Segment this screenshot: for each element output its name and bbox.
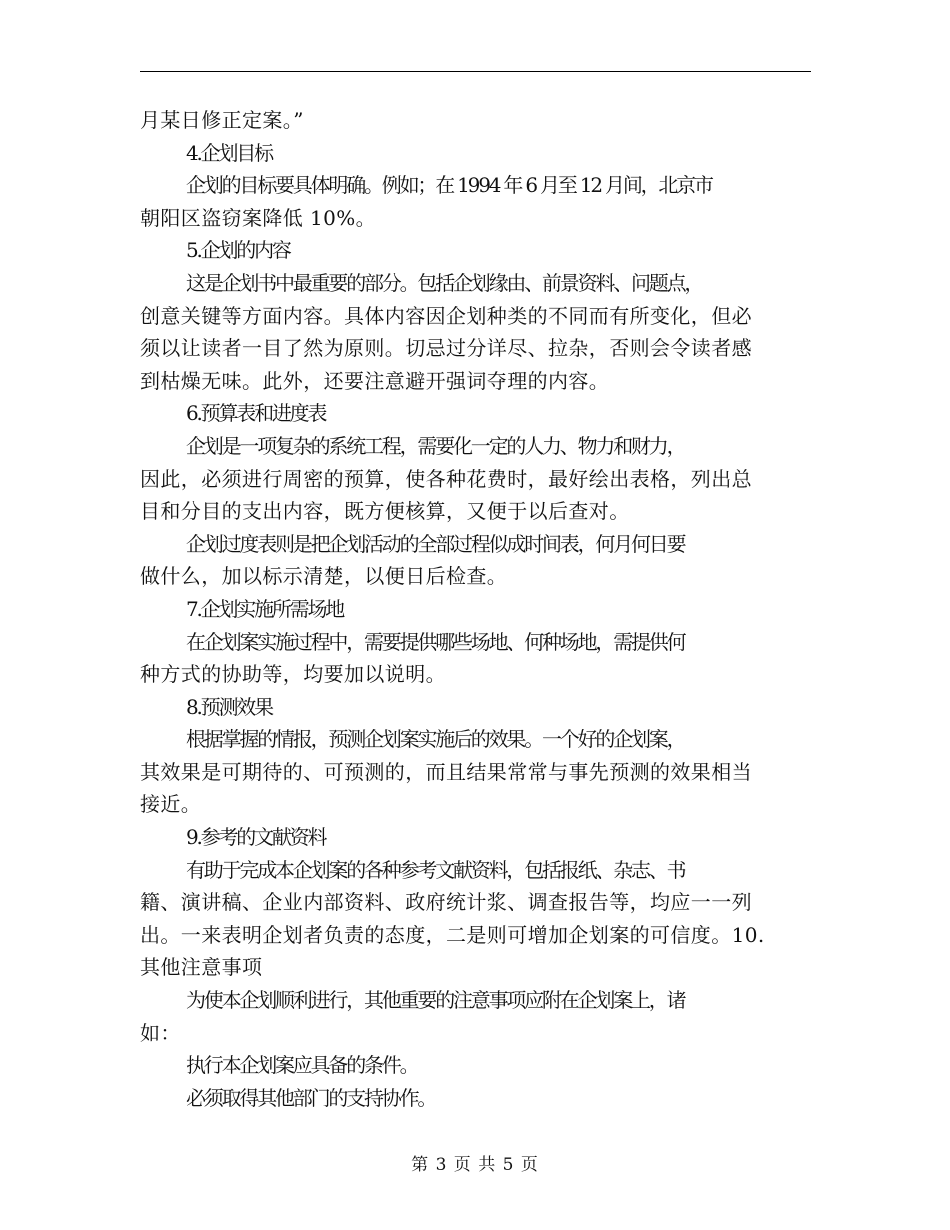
text-line: 这是企划书中最重要的部分。包括企划缘由、前景资料、问题点， bbox=[186, 270, 703, 295]
text-line: 6.预算表和进度表 bbox=[186, 401, 326, 426]
text-line: 须以让读者一目了然为原则。切忌过分详尽、拉杂，否则会令读者感 bbox=[140, 336, 752, 361]
text-line: 8.预测效果 bbox=[186, 694, 272, 719]
text-line: 执行本企划案应具备的条件。 bbox=[186, 1053, 418, 1078]
text-line: 因此，必须进行周密的预算，使各种花费时，最好绘出表格，列出总 bbox=[140, 466, 752, 491]
document-body bbox=[140, 104, 812, 1114]
text-line: 接近。 bbox=[140, 792, 202, 817]
header-rule bbox=[140, 71, 811, 72]
text-line: 有助于完成本企划案的各种参考文献资料，包括报纸、杂志、书 bbox=[186, 857, 685, 882]
text-line: 其他注意事项 bbox=[140, 955, 263, 980]
text-line: 为使本企划顺利进行，其他重要的注意事项应附在企划案上，诸 bbox=[186, 988, 685, 1013]
text-line: 5.企划的内容 bbox=[186, 238, 290, 263]
text-line: 种方式的协助等，均要加以说明。 bbox=[140, 662, 446, 687]
text-line: 企划的目标要具体明确。例如；在 1994 年 6 月至 12 月间，北京市 bbox=[186, 173, 712, 198]
text-line: 籍、演讲稿、企业内部资料、政府统计浆、调查报告等，均应一一列 bbox=[140, 890, 752, 915]
text-line: 朝阳区盗窃案降低 10%。 bbox=[140, 205, 377, 230]
text-line: 根据掌握的情报，预测企划案实施后的效果。一个好的企划案， bbox=[186, 727, 685, 752]
page-footer: 第 3 页 共 5 页 bbox=[411, 1155, 539, 1175]
text-line: 企划是一项复杂的系统工程，需要化一定的人力、物力和财力， bbox=[186, 433, 685, 458]
text-line: 必须取得其他部门的支持协作。 bbox=[186, 1085, 436, 1110]
text-line: 如： bbox=[140, 1020, 181, 1045]
text-line: 目和分目的支出内容，既方便核算，又便于以后查对。 bbox=[140, 499, 630, 524]
text-line: 做什么，加以标示清楚，以便日后检查。 bbox=[140, 564, 508, 589]
text-line: 9.参考的文献资料 bbox=[186, 825, 326, 850]
text-line: 月某日修正定案。” bbox=[140, 108, 304, 132]
text-line: 到枯燥无味。此外，还要注意避开强词夺理的内容。 bbox=[140, 368, 610, 393]
text-line: 企划过度表则是把企划活动的全部过程似成时间表，何月何日要 bbox=[186, 531, 685, 556]
text-line: 出。一来表明企划者负责的态度，二是则可增加企划案的可信度。10. bbox=[140, 922, 765, 947]
text-line: 7.企划实施所需场地 bbox=[186, 596, 344, 621]
text-line: 其效果是可期待的、可预测的，而且结果常常与事先预测的效果相当 bbox=[140, 759, 752, 784]
text-line: 4.企划目标 bbox=[186, 140, 272, 165]
text-line: 创意关键等方面内容。具体内容因企划种类的不同而有所变化，但必 bbox=[140, 303, 752, 328]
text-line: 在企划案实施过程中，需要提供哪些场地、何种场地，需提供何 bbox=[186, 629, 685, 654]
